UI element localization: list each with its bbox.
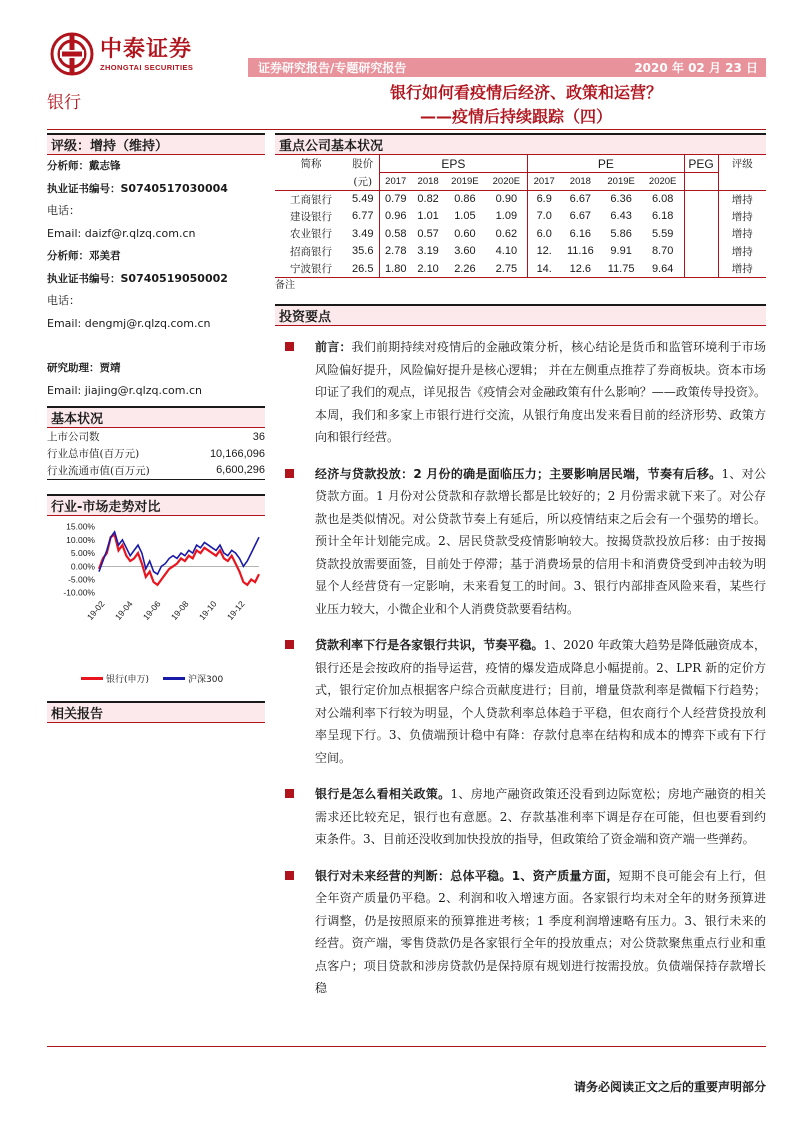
eps-cell: 0.86 (454, 193, 476, 205)
price-cell: 6.77 (352, 210, 374, 223)
related-reports-title: 相关报告 (51, 706, 104, 722)
legend-item (81, 672, 149, 685)
logo-name-cn: 中泰证券 (100, 36, 193, 62)
cert-label: 执业证书编号： (47, 272, 121, 285)
basic-status-section (47, 406, 265, 480)
rating-cell: 增持 (718, 208, 766, 226)
trend-chart-svg (47, 516, 265, 641)
x-tick-label: 19-04 (112, 598, 135, 622)
eps-cell: 3.19 (417, 245, 439, 258)
company-table (275, 155, 766, 278)
report-date: 2020 年 02 月 23 日 (634, 61, 758, 75)
legend-label: 银行(申万) (106, 675, 150, 685)
col-price: 股价 (352, 158, 374, 171)
year-cell: 2017 (379, 173, 412, 191)
price-cell: 5.49 (352, 193, 374, 205)
main-content (275, 133, 766, 1014)
point-lead: 经济与贷款投放：2 月份的确是面临压力；主要影响居民端，节奏有后移。 (315, 466, 722, 481)
investment-point (275, 783, 766, 851)
pe-cell: 12.6 (560, 260, 600, 278)
report-subtitle: ——疫情后持续跟踪（四） (420, 107, 613, 126)
peg-cell (684, 190, 718, 208)
eps-cell: 1.09 (495, 210, 518, 223)
y-tick-label: 10.00% (66, 534, 95, 545)
point-lead: 银行是怎么看相关政策。 (315, 787, 451, 801)
pe-cell: 7.0 (528, 208, 561, 226)
year-cell: 2019E (600, 173, 641, 191)
x-tick-label: 19-08 (168, 598, 191, 622)
bullet-square-icon (285, 342, 294, 351)
year-cell: 2020E (642, 173, 684, 191)
table-row (275, 225, 766, 243)
zhongtai-logo-icon (50, 32, 94, 76)
investment-point (275, 463, 766, 621)
table-note: 备注 (275, 280, 295, 291)
related-reports-header (47, 701, 265, 723)
y-tick-label: -5.00% (68, 574, 95, 584)
point-text: 我们前期持续对疫情后的金融政策分析，核心结论是货币和监管环境利于市场风险偏好提升，风险偏好提升是核心逻辑； 并在左侧重点推荐了券商板块。资本市场印证了我们的观点，详见报告《疫情会对金融政策有什么影响？——政策传导投资》。本周，我们和多家上市银行进行交流，从银行角度出发来看目前的经济形势、政策方向和银行经营。 (315, 340, 766, 444)
pe-cell: 6.18 (651, 210, 674, 223)
analyst-email[interactable]: dengmj@r.qlzq.com.cn (84, 316, 211, 330)
legend-swatch-blue (163, 677, 185, 680)
col-pe: PE (528, 155, 684, 173)
year-cell: 2020E (486, 173, 528, 191)
x-tick-label: 19-10 (196, 598, 219, 622)
company-name: 农业银行 (290, 228, 332, 241)
basic-status-header (47, 406, 265, 428)
rating-cell: 增持 (718, 260, 766, 278)
investment-points-header (275, 304, 766, 326)
investment-points-title: 投资要点 (279, 310, 332, 325)
col-peg: PEG (684, 155, 718, 173)
point-lead: 银行对未来经营的判断：总体平稳。1、资产质量方面， (315, 868, 619, 883)
col-name: 简称 (300, 158, 322, 171)
eps-cell: 1.05 (454, 210, 476, 223)
eps-cell: 2.78 (379, 243, 412, 261)
analyst-block (47, 155, 265, 402)
basic-status-title: 基本状况 (51, 412, 104, 427)
company-name: 宁波银行 (275, 260, 347, 278)
sector-label: 银行 (47, 93, 81, 113)
investment-point (275, 336, 766, 449)
report-title: 银行如何看疫情后经济、政策和运营？ (390, 83, 663, 102)
pe-cell: 6.36 (610, 193, 632, 205)
email-label: Email: (47, 316, 82, 330)
chart-header (47, 494, 265, 516)
point-text: 1、2020 年政策大趋势是降低融资成本，银行还是会按政府的指导运营，疫情的爆发造成降息小幅提前。2、LPR 新的定价方式，银行定价加点根据客户综合贡献度进行；目前，增量贷款利率是微幅下行趋势；对公端利率下行较为明显，个人贷款利率总体趋于平稳，但农商行个人经营贷投放利率呈现下行。3、负债端预计稳中有降：存款付息率在结构和成本的博弈下或有下行空间。 (315, 638, 766, 765)
price-cell: 26.5 (347, 260, 379, 278)
email-label: Email: (47, 383, 82, 397)
x-tick-label: 19-02 (84, 598, 107, 622)
analyst-name: 戴志锋 (89, 160, 121, 173)
y-tick-label: 0.00% (70, 560, 95, 571)
legend-label: 沪深300 (188, 675, 224, 685)
pe-cell: 11.16 (566, 245, 594, 258)
assistant-name: 贾靖 (99, 362, 121, 375)
footer-divider (47, 1046, 766, 1047)
pe-cell: 12. (528, 243, 561, 261)
basic-status-table (47, 428, 265, 480)
rating-header (47, 133, 265, 155)
table-row (275, 190, 766, 208)
related-reports-section (47, 701, 265, 723)
empty-cell (718, 173, 766, 191)
eps-cell: 2.26 (444, 260, 485, 278)
footer-disclaimer: 请务必阅读正文之后的重要声明部分 (573, 1080, 766, 1094)
stat-value: 36 (252, 430, 265, 443)
company-name: 工商银行 (290, 193, 332, 206)
empty-cell (684, 173, 718, 191)
pe-cell: 9.64 (642, 260, 684, 278)
empty-cell (275, 173, 347, 191)
year-cell: 2019E (444, 173, 485, 191)
pe-cell: 6.08 (651, 193, 674, 205)
pe-cell: 6.0 (528, 225, 561, 243)
eps-cell: 3.60 (454, 245, 476, 258)
company-table-header (275, 133, 766, 155)
eps-cell: 0.57 (417, 227, 439, 240)
pe-cell: 6.67 (569, 193, 592, 205)
pe-cell: 6.16 (569, 227, 592, 240)
rating-cell: 增持 (718, 243, 766, 261)
stat-label: 行业总市值(百万元) (47, 448, 140, 460)
pe-cell: 14. (528, 260, 561, 278)
chart-section (47, 494, 265, 687)
col-eps: EPS (379, 155, 528, 173)
report-type: 证券研究报告/专题研究报告 (258, 61, 407, 75)
point-text: 1、对公贷款方面。1 月份对公贷款和存款增长都是比较好的；2 月份需求就下来了。对公存款也是类似情况。对公贷款节奏上有延后，所以疫情结束之后会有一个强势的增长。预计全年计划能完成。2、居民贷款受疫情影响较大。按揭贷款投放后移：由于按揭贷款投放需要面签，目前处于停滞；基于消费场景的信用卡和消费贷受到冲击较为明显个人经营贷有一定影响，未来看复工的时间。3、银行内部排查风险来看，某些行业压力较大，小微企业和个人消费贷款要看结构。 (315, 466, 767, 616)
peg-cell (684, 260, 718, 278)
eps-cell: 2.75 (486, 260, 528, 278)
bullet-square-icon (285, 640, 294, 649)
bullet-square-icon (285, 469, 294, 478)
pe-cell: 8.70 (651, 245, 674, 258)
company-table-title: 重点公司基本状况 (279, 139, 384, 154)
company-name: 建设银行 (290, 210, 332, 223)
stat-label: 上市公司数 (47, 431, 100, 443)
investment-points-list (275, 336, 766, 1000)
stat-value: 10,166,096 (209, 447, 265, 460)
cert-number: S0740519050002 (120, 271, 228, 285)
assistant-role: 研究助理： (47, 362, 100, 375)
col-rating: 评级 (718, 155, 766, 173)
point-text: 短期不良可能会有上行，但全年资产质量仍平稳。2、利润和收入增速方面。各家银行均未对全年的财务预算进行调整，仍是按照原来的预算推进考核；1 季度利润增速略有压力。3、银行未来的经营。资产端，零售贷款仍是各家银行全年的投放重点；对公贷款聚焦重点行业和重点客户；项目贷款和涉房贷款仍是保持原有规划进行按需投放。负债端保持存款增长稳 (315, 868, 766, 995)
eps-cell: 0.96 (379, 208, 412, 226)
eps-cell: 0.79 (379, 190, 412, 208)
left-sidebar (47, 133, 265, 723)
table-header-row (275, 155, 766, 173)
pe-cell: 6.67 (569, 210, 592, 223)
pe-cell: 5.59 (651, 227, 674, 240)
y-tick-label: -10.00% (63, 587, 95, 598)
table-row (275, 260, 766, 278)
cert-label: 执业证书编号： (47, 182, 121, 195)
price-cell: 3.49 (352, 227, 374, 240)
eps-cell: 0.62 (495, 227, 518, 240)
point-text: 1、房地产融资政策还没看到边际宽松；房地产融资的相关需求还比较充足，银行也有意愿。2、存款基准利率下调是存在可能，但也要看到约束条件。3、目前还没收到加快投放的指导，但政策给了资金端和资产端一些弹药。 (315, 787, 766, 846)
table-row (47, 462, 265, 479)
stat-value: 6,600,296 (189, 462, 265, 479)
x-tick-label: 19-12 (224, 598, 247, 622)
series-line-csi300 (99, 531, 259, 573)
assistant-email[interactable]: jiajing@r.qlzq.com.cn (84, 383, 202, 397)
stat-label: 行业流通市值(百万元) (47, 462, 189, 479)
email-label: Email: (47, 226, 82, 240)
table-subheader-row (275, 173, 766, 191)
pe-cell: 5.86 (610, 227, 632, 240)
table-row (275, 243, 766, 261)
pe-cell: 6.43 (610, 210, 632, 223)
analyst-role: 分析师： (47, 250, 89, 263)
report-header-band (248, 58, 766, 77)
rating-label: 评级：增持（维持） (51, 139, 169, 154)
chart-legend (81, 671, 265, 687)
company-table-body (275, 190, 766, 278)
analyst-name: 邓美君 (89, 250, 121, 263)
legend-swatch-red (81, 677, 103, 680)
eps-cell: 2.10 (412, 260, 444, 278)
peg-cell (684, 225, 718, 243)
table-row (47, 445, 265, 462)
year-cell: 2018 (560, 173, 600, 191)
peg-cell (684, 243, 718, 261)
cert-number: S0740517030004 (120, 181, 228, 195)
year-cell: 2017 (528, 173, 561, 191)
legend-item (163, 672, 223, 685)
price-cell: 35.6 (352, 245, 374, 258)
peg-cell (684, 208, 718, 226)
chart-section-title: 行业-市场走势对比 (51, 499, 161, 515)
investment-point (275, 634, 766, 769)
table-row (275, 208, 766, 226)
company-name: 招商银行 (290, 245, 332, 258)
eps-cell: 0.58 (379, 225, 412, 243)
eps-cell: 0.82 (417, 193, 439, 205)
bullet-square-icon (285, 871, 294, 880)
investment-point (275, 865, 766, 1000)
rating-cell: 增持 (718, 190, 766, 208)
x-tick-label: 19-06 (140, 598, 163, 622)
company-logo (50, 30, 225, 78)
y-tick-label: 5.00% (70, 547, 95, 558)
point-lead: 前言： (315, 340, 352, 354)
phone-label: 电话： (47, 204, 80, 218)
phone-label: 电话： (47, 294, 80, 308)
point-lead: 贷款利率下行是各家银行共识，节奏平稳。 (315, 638, 544, 652)
investment-points-section (275, 304, 766, 1000)
trend-chart (47, 516, 265, 671)
year-cell: 2018 (412, 173, 444, 191)
pe-cell: 9.91 (610, 245, 632, 258)
table-row (47, 428, 265, 445)
logo-name-en: ZHONGTAI SECURITIES (100, 62, 194, 72)
header-divider (47, 129, 766, 130)
bullet-square-icon (285, 789, 294, 798)
pe-cell: 11.75 (600, 260, 641, 278)
analyst-email[interactable]: daizf@r.qlzq.com.cn (84, 226, 196, 240)
eps-cell: 4.10 (495, 245, 518, 258)
rating-cell: 增持 (718, 225, 766, 243)
analyst-role: 分析师： (47, 160, 89, 173)
y-tick-label: 15.00% (66, 521, 95, 532)
eps-cell: 1.01 (417, 210, 439, 223)
price-unit: (元) (347, 173, 379, 191)
eps-cell: 0.60 (454, 227, 476, 240)
eps-cell: 0.90 (495, 193, 518, 205)
eps-cell: 1.80 (379, 260, 412, 278)
pe-cell: 6.9 (528, 190, 561, 208)
